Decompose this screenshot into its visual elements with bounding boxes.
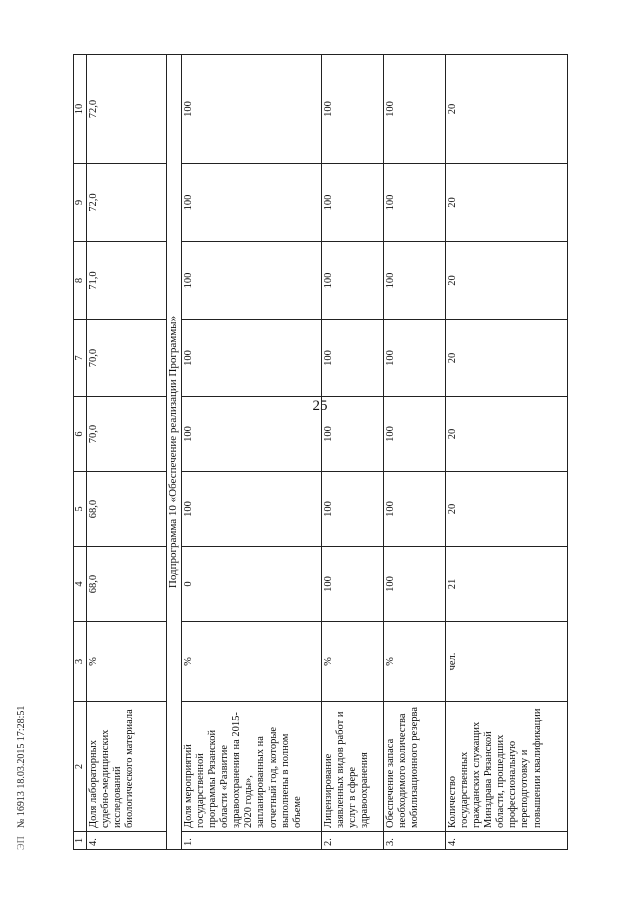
table-row — [446, 55, 568, 850]
value-cell: 20 — [446, 320, 568, 397]
value-cell: 68,0 — [87, 472, 167, 547]
value-cell: 100 — [322, 472, 384, 547]
indicator-name: Обеспечение запаса необходимого количества мобилизационного резерва — [384, 702, 446, 832]
table-row — [87, 55, 167, 850]
value-cell: 100 — [384, 320, 446, 397]
value-cell: 100 — [182, 164, 322, 242]
value-cell: 100 — [384, 547, 446, 622]
value-cell: 68,0 — [87, 547, 167, 622]
header-cell: 3 — [74, 622, 87, 702]
header-cell: 10 — [74, 55, 87, 164]
value-cell: 20 — [446, 164, 568, 242]
table-row — [384, 55, 446, 850]
header-cell: 5 — [74, 472, 87, 547]
row-number: 4. — [87, 832, 167, 850]
value-cell: 100 — [384, 472, 446, 547]
value-cell: 21 — [446, 547, 568, 622]
header-cell: 7 — [74, 320, 87, 397]
value-cell: 100 — [384, 397, 446, 472]
value-cell: 100 — [182, 242, 322, 320]
value-cell: 100 — [322, 164, 384, 242]
row-number: 4. — [446, 832, 568, 850]
subprogram-row — [167, 55, 182, 850]
header-row — [74, 55, 87, 850]
value-cell: 72,0 — [87, 55, 167, 164]
value-cell: 0 — [182, 547, 322, 622]
value-cell: 20 — [446, 55, 568, 164]
unit-cell: % — [182, 622, 322, 702]
value-cell: 70,0 — [87, 397, 167, 472]
table-row — [182, 55, 322, 850]
indicator-name: Доля лабораторных судебно-медицинских исследований биологического материала — [87, 702, 167, 832]
registration-stamp — [16, 706, 27, 850]
unit-cell: чел. — [446, 622, 568, 702]
value-cell: 100 — [182, 397, 322, 472]
indicators-table — [73, 54, 568, 850]
value-cell: 100 — [322, 320, 384, 397]
value-cell: 100 — [384, 242, 446, 320]
indicator-name: Количество государственных гражданских служащих Минздрава Рязанской области, прошедших профессиональную переподготовку и повышении квалификации — [446, 702, 568, 832]
indicator-name: Доля мероприятий государственной программы Рязанской области «Развитие здравоохранения на 2015-2020 годы», запланированных на отчетный год, которые выполнены в полном объеме — [182, 702, 322, 832]
value-cell: 70,0 — [87, 320, 167, 397]
value-cell: 100 — [182, 320, 322, 397]
value-cell: 100 — [384, 55, 446, 164]
unit-cell: % — [322, 622, 384, 702]
header-cell: 4 — [74, 547, 87, 622]
unit-cell: % — [384, 622, 446, 702]
header-cell: 1 — [74, 832, 87, 850]
value-cell: 20 — [446, 472, 568, 547]
value-cell: 20 — [446, 242, 568, 320]
subprogram-title: Подпрограмма 10 «Обеспечение реализации Программы» — [167, 55, 182, 850]
indicator-name: Лицензирование заявленных видов работ и услуг в сфере здравоохранения — [322, 702, 384, 832]
row-number: 3. — [384, 832, 446, 850]
value-cell: 100 — [322, 547, 384, 622]
value-cell: 71,0 — [87, 242, 167, 320]
value-cell: 100 — [322, 242, 384, 320]
registration-stamp-text: № 16913 18.03.2015 17:28:51 — [16, 705, 27, 829]
rotated-table-container — [73, 55, 568, 850]
value-cell: 100 — [322, 55, 384, 164]
value-cell: 20 — [446, 397, 568, 472]
value-cell: 100 — [322, 397, 384, 472]
stamp-mark-icon: ЭП — [16, 836, 27, 850]
value-cell: 100 — [182, 55, 322, 164]
row-number: 1. — [182, 832, 322, 850]
table-row — [322, 55, 384, 850]
value-cell: 100 — [384, 164, 446, 242]
header-cell: 8 — [74, 242, 87, 320]
unit-cell: % — [87, 622, 167, 702]
header-cell: 6 — [74, 397, 87, 472]
header-cell: 2 — [74, 702, 87, 832]
header-cell: 9 — [74, 164, 87, 242]
value-cell: 100 — [182, 472, 322, 547]
value-cell: 72,0 — [87, 164, 167, 242]
row-number: 2. — [322, 832, 384, 850]
page-number: 25 — [312, 398, 328, 414]
